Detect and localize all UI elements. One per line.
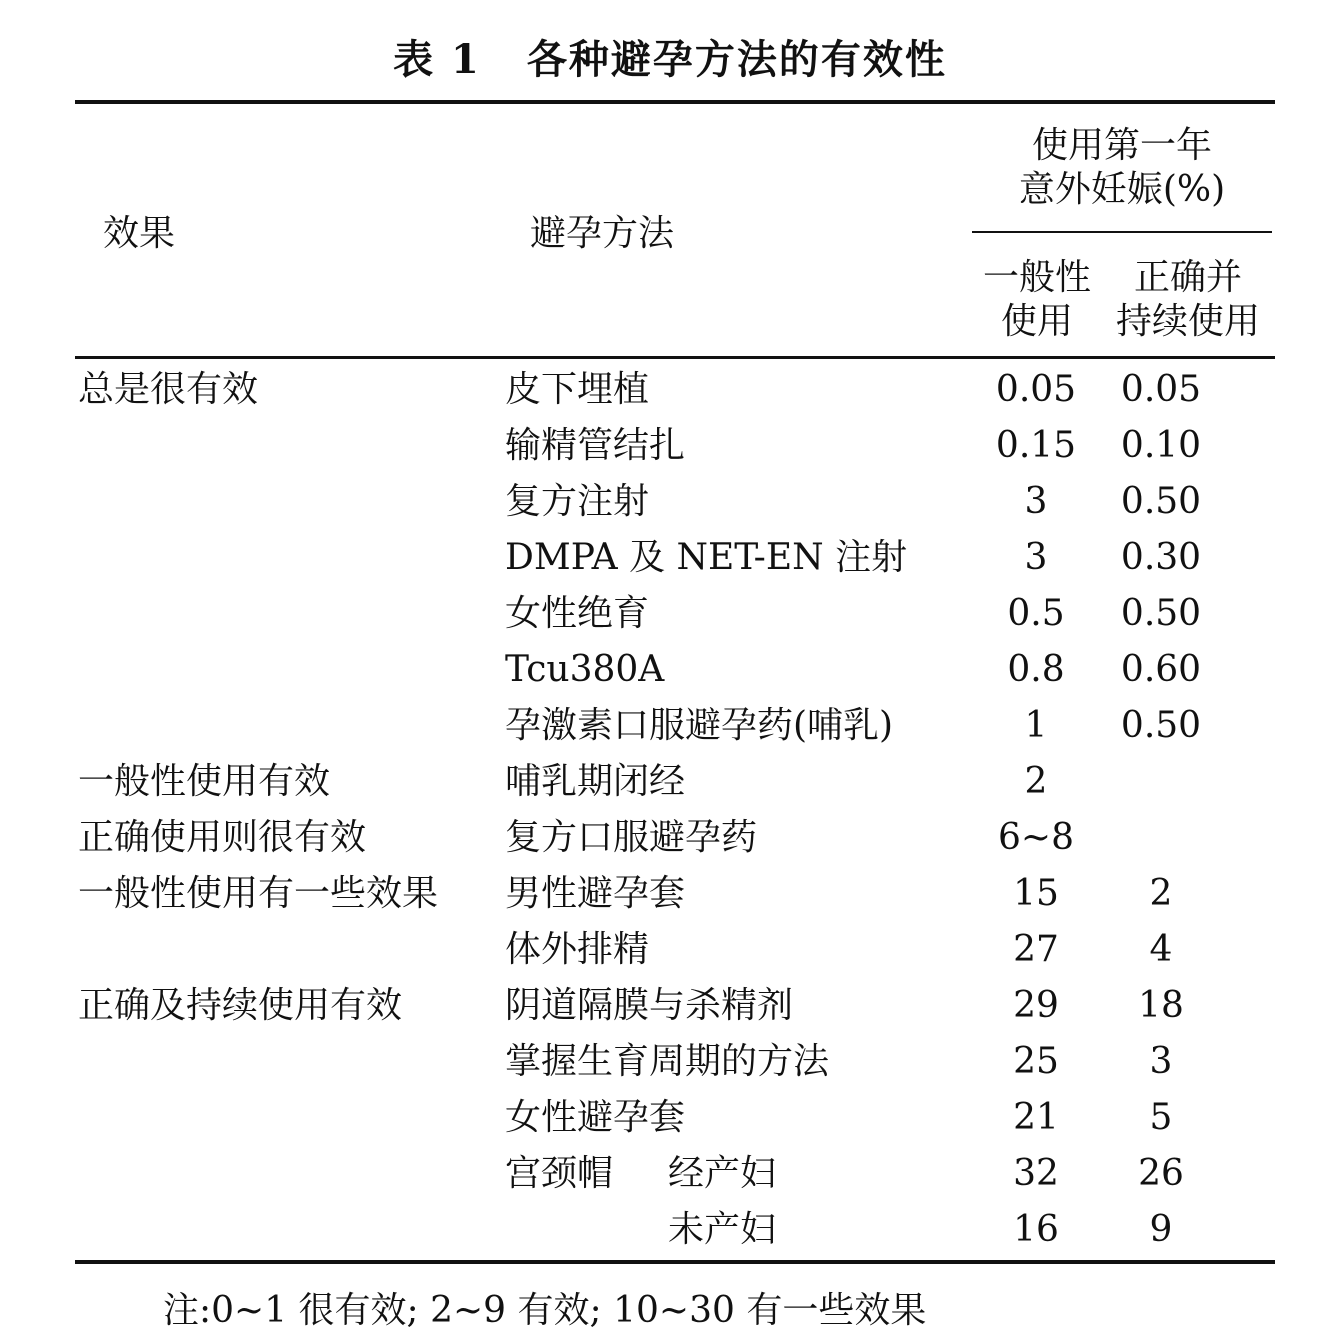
typical-value: 3 xyxy=(1024,537,1048,578)
header-perfect-line1: 正确并 xyxy=(1133,257,1242,298)
method-cell: 掌握生育周期的方法 xyxy=(505,1041,830,1082)
typical-value: 15 xyxy=(1013,873,1059,914)
header-typical-line2: 使用 xyxy=(1000,301,1073,342)
table-row xyxy=(0,362,1340,418)
perfect-value: 5 xyxy=(1149,1097,1173,1138)
bottom-rule xyxy=(75,1260,1275,1264)
typical-value: 27 xyxy=(1013,929,1059,970)
table-row xyxy=(0,698,1340,754)
table-footnote: 注:0~1 很有效; 2~9 有效; 10~30 有一些效果 xyxy=(163,1290,927,1331)
table-row xyxy=(0,586,1340,642)
table-row xyxy=(0,866,1340,922)
typical-value: 29 xyxy=(1013,985,1059,1026)
header-rule xyxy=(75,356,1275,359)
table-number: 表 1 xyxy=(393,36,481,83)
perfect-value: 3 xyxy=(1149,1041,1173,1082)
typical-value: 0.15 xyxy=(995,425,1077,466)
table-row xyxy=(0,810,1340,866)
header-effect: 效果 xyxy=(103,213,176,254)
method-cell: 哺乳期闭经 xyxy=(505,761,686,802)
table-title-text: 各种避孕方法的有效性 xyxy=(526,36,947,83)
method-cell: 皮下埋植 xyxy=(505,369,650,410)
typical-value: 16 xyxy=(1013,1209,1059,1250)
typical-value: 32 xyxy=(1013,1153,1059,1194)
typical-value: 3 xyxy=(1024,481,1048,522)
typical-value: 25 xyxy=(1013,1041,1059,1082)
table-row xyxy=(0,978,1340,1034)
method-cell: 体外排精 xyxy=(505,929,650,970)
method-cell: 输精管结扎 xyxy=(505,425,686,466)
header-group xyxy=(972,124,1272,212)
header-typical-use xyxy=(972,256,1102,344)
header-typical-line1: 一般性 xyxy=(982,257,1091,298)
table-row xyxy=(0,642,1340,698)
method-cell: 男性避孕套 xyxy=(505,873,686,914)
method-cell: DMPA 及 NET-EN 注射 xyxy=(505,537,908,578)
top-rule xyxy=(75,100,1275,104)
table-row xyxy=(0,922,1340,978)
typical-value: 0.8 xyxy=(1007,649,1065,690)
method-cell: 孕激素口服避孕药(哺乳) xyxy=(505,705,894,746)
typical-value: 21 xyxy=(1013,1097,1059,1138)
method-subtype-cell: 经产妇 xyxy=(668,1153,777,1194)
header-sub-rule xyxy=(972,231,1272,233)
perfect-value: 0.30 xyxy=(1120,537,1202,578)
method-cell: 女性避孕套 xyxy=(505,1097,686,1138)
header-group-line2: 意外妊娠(%) xyxy=(1018,169,1226,210)
effect-cell: 正确使用则很有效 xyxy=(78,817,367,858)
method-subtype-cell: 未产妇 xyxy=(668,1209,777,1250)
method-cell: 宫颈帽 xyxy=(505,1153,614,1194)
table-row xyxy=(0,1090,1340,1146)
method-cell: 复方注射 xyxy=(505,481,650,522)
perfect-value: 0.50 xyxy=(1120,593,1202,634)
perfect-value: 4 xyxy=(1149,929,1173,970)
typical-value: 1 xyxy=(1024,705,1048,746)
perfect-value: 9 xyxy=(1149,1209,1173,1250)
header-group-line1: 使用第一年 xyxy=(1031,125,1212,166)
method-cell: 阴道隔膜与杀精剂 xyxy=(505,985,794,1026)
perfect-value: 2 xyxy=(1149,873,1173,914)
effect-cell: 一般性使用有效 xyxy=(78,761,331,802)
table-row xyxy=(0,754,1340,810)
header-perfect-use xyxy=(1102,256,1274,344)
perfect-value: 0.60 xyxy=(1120,649,1202,690)
typical-value: 0.5 xyxy=(1007,593,1065,634)
typical-value: 2 xyxy=(1024,761,1048,802)
method-cell: Tcu380A xyxy=(505,649,665,690)
perfect-value: 0.05 xyxy=(1120,369,1202,410)
effect-cell: 一般性使用有一些效果 xyxy=(78,873,439,914)
table-row xyxy=(0,474,1340,530)
method-cell: 复方口服避孕药 xyxy=(505,817,758,858)
perfect-value: 0.50 xyxy=(1120,481,1202,522)
typical-value: 6~8 xyxy=(998,817,1074,858)
perfect-value: 0.10 xyxy=(1120,425,1202,466)
method-cell: 女性绝育 xyxy=(505,593,650,634)
header-method: 避孕方法 xyxy=(530,213,675,254)
perfect-value: 26 xyxy=(1138,1153,1184,1194)
perfect-value: 0.50 xyxy=(1120,705,1202,746)
effect-cell: 总是很有效 xyxy=(78,369,259,410)
table-row xyxy=(0,1034,1340,1090)
perfect-value: 18 xyxy=(1138,985,1184,1026)
typical-value: 0.05 xyxy=(995,369,1077,410)
table-row xyxy=(0,530,1340,586)
header-perfect-line2: 持续使用 xyxy=(1115,301,1260,342)
table-row xyxy=(0,1146,1340,1202)
table-row xyxy=(0,1202,1340,1258)
table-row xyxy=(0,418,1340,474)
table-title xyxy=(0,28,1340,85)
effect-cell: 正确及持续使用有效 xyxy=(78,985,403,1026)
